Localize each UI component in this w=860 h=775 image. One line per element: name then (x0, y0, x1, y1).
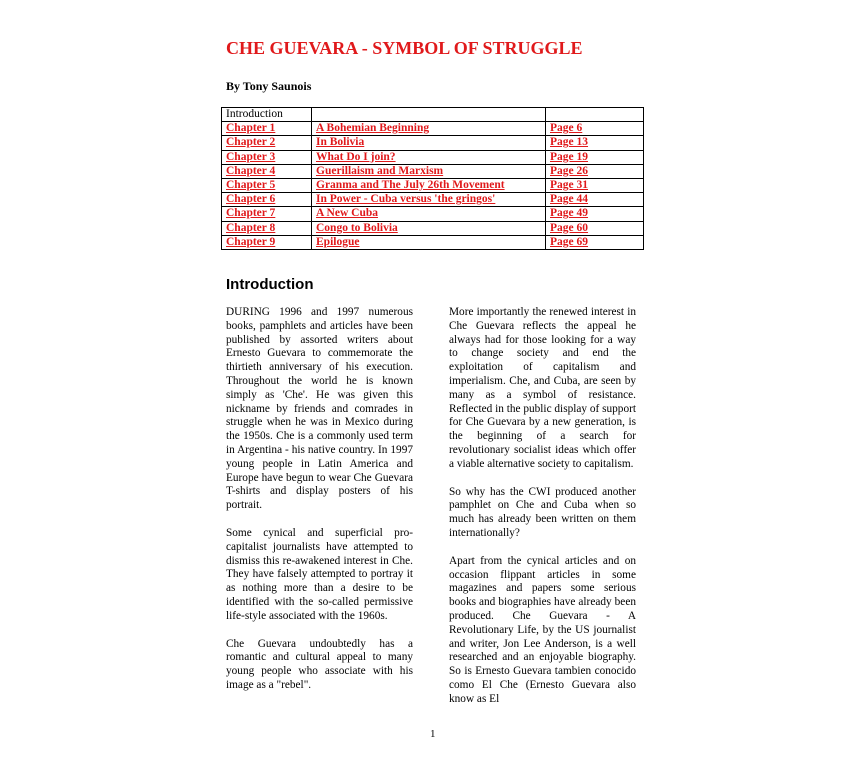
toc-row-chapter[interactable] (222, 136, 644, 150)
body-paragraph: Some cynical and superficial pro-capitalist journalists have attempted to dismiss this re-awakened interest in Che. They have falsely attempted to portray it as nothing more than a desire to be identified with the so-called permissive life-style associated with the 1960s. (226, 526, 413, 622)
toc-page-link[interactable]: Page 31 (546, 178, 644, 192)
toc-chapter-title-link[interactable]: A New Cuba (312, 207, 546, 221)
text-column-right (449, 306, 636, 721)
toc-page-link[interactable]: Page 44 (546, 193, 644, 207)
toc-chapter-title-link[interactable]: A Bohemian Beginning (312, 122, 546, 136)
toc-page-link[interactable]: Page 60 (546, 221, 644, 235)
body-paragraph: DURING 1996 and 1997 numerous books, pamphlets and articles have been published by assorted writers about Ernesto Guevara to commemorate the thirtieth anniversary of his execution. Throughout the world he is known simply as 'Che'. He was given this nickname by friends and comrades in struggle when he was in Mexico during the 1950s. Che is a commonly used term in Argentina - his native country. In 1997 young people in Latin America and Europe have begun to wear Che Guevara T-shirts and display posters of his portrait. (226, 306, 413, 512)
toc-chapter-label[interactable]: Chapter 9 (222, 235, 312, 249)
toc-row-introduction (222, 108, 644, 122)
toc-row-chapter[interactable] (222, 164, 644, 178)
section-heading-introduction: Introduction (226, 276, 314, 293)
toc-chapter-label[interactable]: Chapter 7 (222, 207, 312, 221)
toc-chapter-label[interactable]: Chapter 5 (222, 178, 312, 192)
toc-row-chapter[interactable] (222, 207, 644, 221)
toc-page-link[interactable]: Page 49 (546, 207, 644, 221)
toc-row-chapter[interactable] (222, 178, 644, 192)
body-paragraph: So why has the CWI produced another pamphlet on Che and Cuba when so much has already been written on them internationally? (449, 485, 636, 539)
toc-chapter-title-link[interactable]: In Power - Cuba versus 'the gringos' (312, 193, 546, 207)
body-paragraph: Apart from the cynical articles and on occasion flippant articles in some magazines and papers some serious books and biographies have already been produced. Che Guevara - A Revolutionary Life, by the US journalist and writer, Jon Lee Anderson, is a well researched and an enjoyable biography. So is Ernesto Guevara tambien conocido como El Che (Ernesto Guevara also know as El (449, 554, 636, 705)
toc-chapter-title-link[interactable]: Guerillaism and Marxism (312, 164, 546, 178)
toc-row-chapter[interactable] (222, 221, 644, 235)
toc-row-chapter[interactable] (222, 122, 644, 136)
text-column-left (226, 306, 413, 707)
toc-row-chapter[interactable] (222, 193, 644, 207)
toc-chapter-label[interactable]: Chapter 1 (222, 122, 312, 136)
toc-chapter-title-link[interactable]: Epilogue (312, 235, 546, 249)
toc-chapter-label[interactable]: Chapter 3 (222, 150, 312, 164)
toc-page-link[interactable]: Page 6 (546, 122, 644, 136)
toc-chapter-label[interactable]: Chapter 4 (222, 164, 312, 178)
toc-row-chapter[interactable] (222, 150, 644, 164)
toc-chapter-title-link[interactable]: Congo to Bolivia (312, 221, 546, 235)
toc-page-link[interactable]: Page 19 (546, 150, 644, 164)
page-number: 1 (430, 728, 436, 740)
table-of-contents (221, 107, 644, 250)
toc-page-link[interactable]: Page 69 (546, 235, 644, 249)
toc-page-link[interactable]: Page 13 (546, 136, 644, 150)
toc-chapter-title-link[interactable]: Granma and The July 26th Movement (312, 178, 546, 192)
toc-chapter-title-link[interactable]: In Bolivia (312, 136, 546, 150)
toc-row-chapter[interactable] (222, 235, 644, 249)
author-byline: By Tony Saunois (226, 79, 312, 93)
body-paragraph: Che Guevara undoubtedly has a romantic and cultural appeal to many young people who associate with his image as a "rebel". (226, 637, 413, 691)
toc-chapter-label[interactable]: Chapter 2 (222, 136, 312, 150)
toc-title (312, 108, 546, 122)
document-title: CHE GUEVARA - SYMBOL OF STRUGGLE (226, 38, 583, 58)
toc-chapter-label[interactable]: Chapter 8 (222, 221, 312, 235)
toc-chapter-label[interactable]: Chapter 6 (222, 193, 312, 207)
body-paragraph: More importantly the renewed interest in Che Guevara reflects the appeal he always had for those looking for a way to change society and end the exploitation of capitalism and imperialism. Che, and Cuba, are seen by many as a symbol of resistance. Reflected in the public display of support for Che Guevara by a new generation, is the beginning of a search for revolutionary socialist ideas which offer a viable alternative society to capitalism. (449, 306, 636, 470)
toc-page (546, 108, 644, 122)
toc-label: Introduction (222, 108, 312, 122)
toc-chapter-title-link[interactable]: What Do I join? (312, 150, 546, 164)
toc-page-link[interactable]: Page 26 (546, 164, 644, 178)
